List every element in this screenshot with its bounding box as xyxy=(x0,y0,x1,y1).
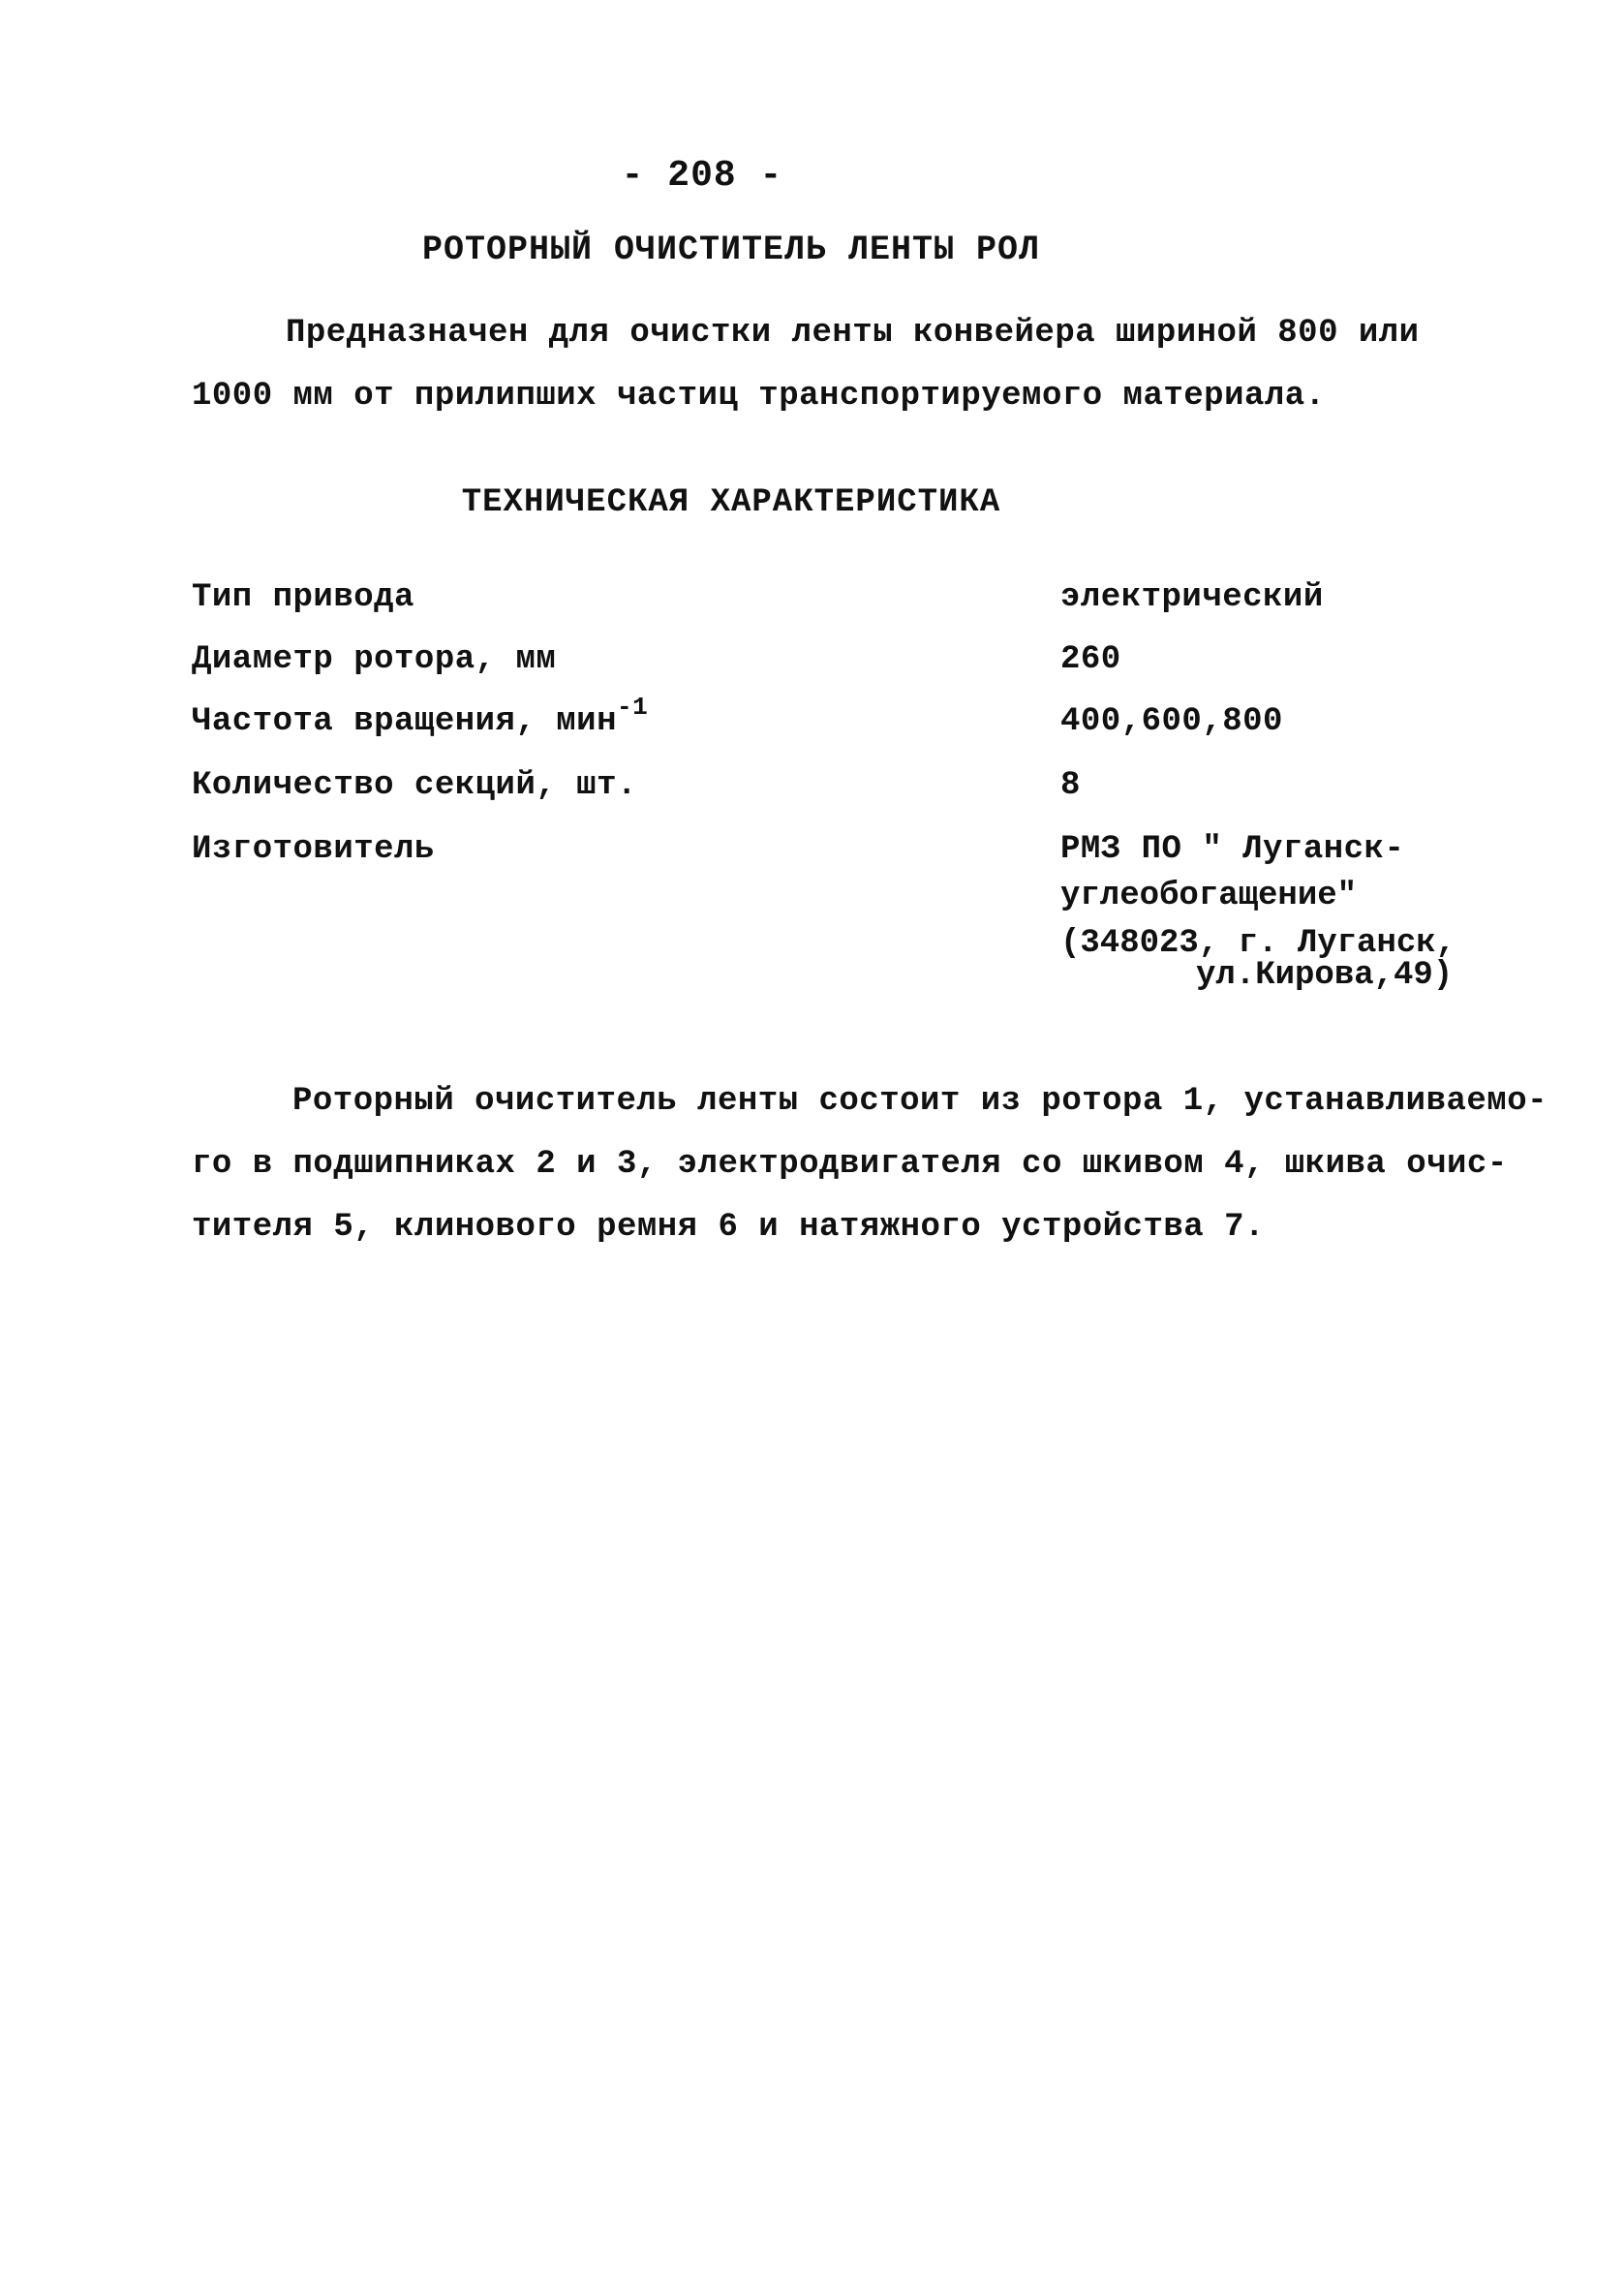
spec-label-section-count: Количество секций, шт. xyxy=(192,767,637,804)
intro-line-2: 1000 мм от прилипших частиц транспортируемого материала. xyxy=(192,378,1326,415)
page-number: - 208 - xyxy=(621,155,783,197)
spec-label-manufacturer: Изготовитель xyxy=(192,831,435,868)
spec-value-rotation-speed: 400,600,800 xyxy=(1060,703,1283,740)
spec-label-rotation-speed-text: Частота вращения, мин xyxy=(192,703,617,740)
spec-label-rotor-diameter: Диаметр ротора, мм xyxy=(192,641,557,678)
description-line-2: го в подшипниках 2 и 3, электродвигателя со шкивом 4, шкива очис- xyxy=(192,1146,1508,1183)
spec-value-section-count: 8 xyxy=(1060,767,1081,804)
spec-heading: ТЕХНИЧЕСКАЯ ХАРАКТЕРИСТИКА xyxy=(461,484,1001,521)
spec-value-manufacturer-line-2: углеобогащение" xyxy=(1060,878,1358,914)
description-line-1: Роторный очиститель ленты состоит из ротора 1, устанавливаемо- xyxy=(292,1083,1548,1120)
spec-label-rotation-speed xyxy=(192,693,649,740)
spec-value-manufacturer-line-3: (348023, г. Луганск, xyxy=(1060,925,1456,962)
spec-value-drive-type: электрический xyxy=(1060,579,1324,616)
spec-value-manufacturer-line-4: ул.Кирова,49) xyxy=(1196,957,1454,994)
spec-label-drive-type: Тип привода xyxy=(192,579,414,616)
description-line-3: тителя 5, клинового ремня 6 и натяжного устройства 7. xyxy=(192,1209,1265,1246)
spec-value-manufacturer-line-1: РМЗ ПО " Луганск- xyxy=(1060,831,1405,868)
intro-line-1: Предназначен для очистки ленты конвейера шириной 800 или xyxy=(286,315,1420,352)
spec-label-rotation-speed-exponent: -1 xyxy=(616,693,649,722)
spec-value-rotor-diameter: 260 xyxy=(1060,641,1121,678)
document-title: РОТОРНЫЙ ОЧИСТИТЕЛЬ ЛЕНТЫ РОЛ xyxy=(421,231,1041,269)
